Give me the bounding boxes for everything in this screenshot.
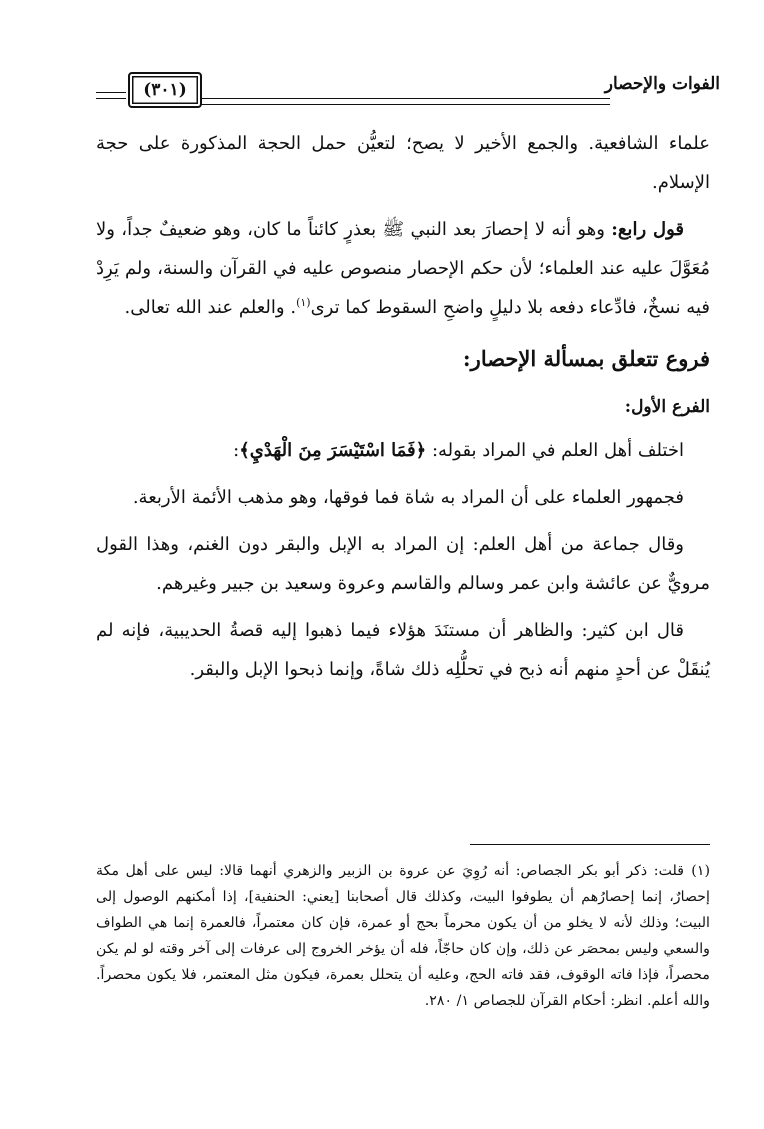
paragraph-text: وهو أنه لا إحصارَ بعد النبي ﷺ بعذرٍ كائناً ما كان، وهو ضعيفٌ جداً، ولا مُعَوَّلَ عليه عند العلماء؛ لأن حكم الإحصار منصوص عليه في القرآن والسنة، ولم يَرِدْ فيه نسخٌ، فادِّعاء دفعه بلا دليلٍ واضحِ السقوط كما ترى — [96, 219, 710, 318]
paragraph: فجمهور العلماء على أن المراد به شاة فما فوقها، وهو مذهب الأئمة الأربعة. — [132, 487, 684, 508]
paragraph: قال ابن كثير: والظاهر أن مستنَدَ هؤلاء فيما ذهبوا إليه قصةُ الحديبية، فإنه لم يُنقَلْ عن أحدٍ منهم أنه ذبح في تحلُّلِه ذلك شاةً، وإنما ذبحوا الإبل والبقر. — [96, 620, 710, 680]
header-rule — [200, 98, 610, 99]
header-rule — [96, 92, 126, 93]
paragraph — [96, 431, 710, 470]
footnote-ref[interactable]: (١) — [296, 296, 311, 309]
footnote-separator — [470, 844, 710, 845]
quran-verse: ﴿فَمَا اسْتَيْسَرَ مِنَ الْهَدْيِ﴾ — [239, 440, 427, 461]
sub-heading: الفرع الأول: — [624, 397, 710, 417]
running-title: الفوات والإحصار — [604, 74, 720, 94]
page-header — [96, 72, 720, 112]
section-heading: فروع تتعلق بمسألة الإحصار: — [462, 346, 710, 371]
page-number: (٣٠١) — [128, 72, 202, 108]
paragraph: وقال جماعة من أهل العلم: إن المراد به الإبل والبقر دون الغنم، وهذا القول مرويٌّ عن عائشة وابن عمر وسالم والقاسم وعروة وسعيد بن جبير وغيرهم. — [96, 534, 710, 594]
footnote — [96, 858, 710, 1014]
header-rule — [96, 98, 126, 99]
paragraph: علماء الشافعية. والجمع الأخير لا يصح؛ لتعيُّن حمل الحجة المذكورة على حجة الإسلام. — [96, 133, 710, 193]
paragraph-text: . والعلم عند الله تعالى. — [124, 297, 297, 318]
footnote-number: (١) — [691, 863, 710, 879]
footnote-text: قلت: ذكر أبو بكر الجصاص: أنه رُوِيَ عن عروة بن الزبير والزهري أنهما قالا: ليس على أهل مكة إحصارٌ، إنما إحصارُهم أن يطوفوا البيت، وكذلك قال أصحابنا [يعني: الحنفية]، إذا أمكنهم الوصول إلى البيت؛ وذلك لأنه لا يخلو من أن يكون محرماً بحج أو عمرة، فإن كان معتمراً، فالعمرة إنما هي الطواف والسعي وليس بمحصَر عن ذلك، وإن كان حاجّاً، فله أن يؤخر الخروج إلى عرفات إلى آخر وقته لو لم يكن محصراً، فإذا فاته الوقوف، فقد فاته الحج، وعليه أن يتحلل بعمرة، فيكون مثل المعتمر، فلا يكون محصراً. والله أعلم. انظر: أحكام القرآن للجصاص ١/ ٢٨٠. — [96, 863, 710, 1009]
paragraph-text: : — [233, 440, 240, 461]
main-text — [96, 124, 710, 697]
header-rule — [200, 104, 610, 105]
paragraph-lead: قول رابع: — [611, 219, 684, 240]
paragraph — [96, 210, 710, 327]
paragraph-text: اختلف أهل العلم في المراد بقوله: — [426, 440, 684, 461]
